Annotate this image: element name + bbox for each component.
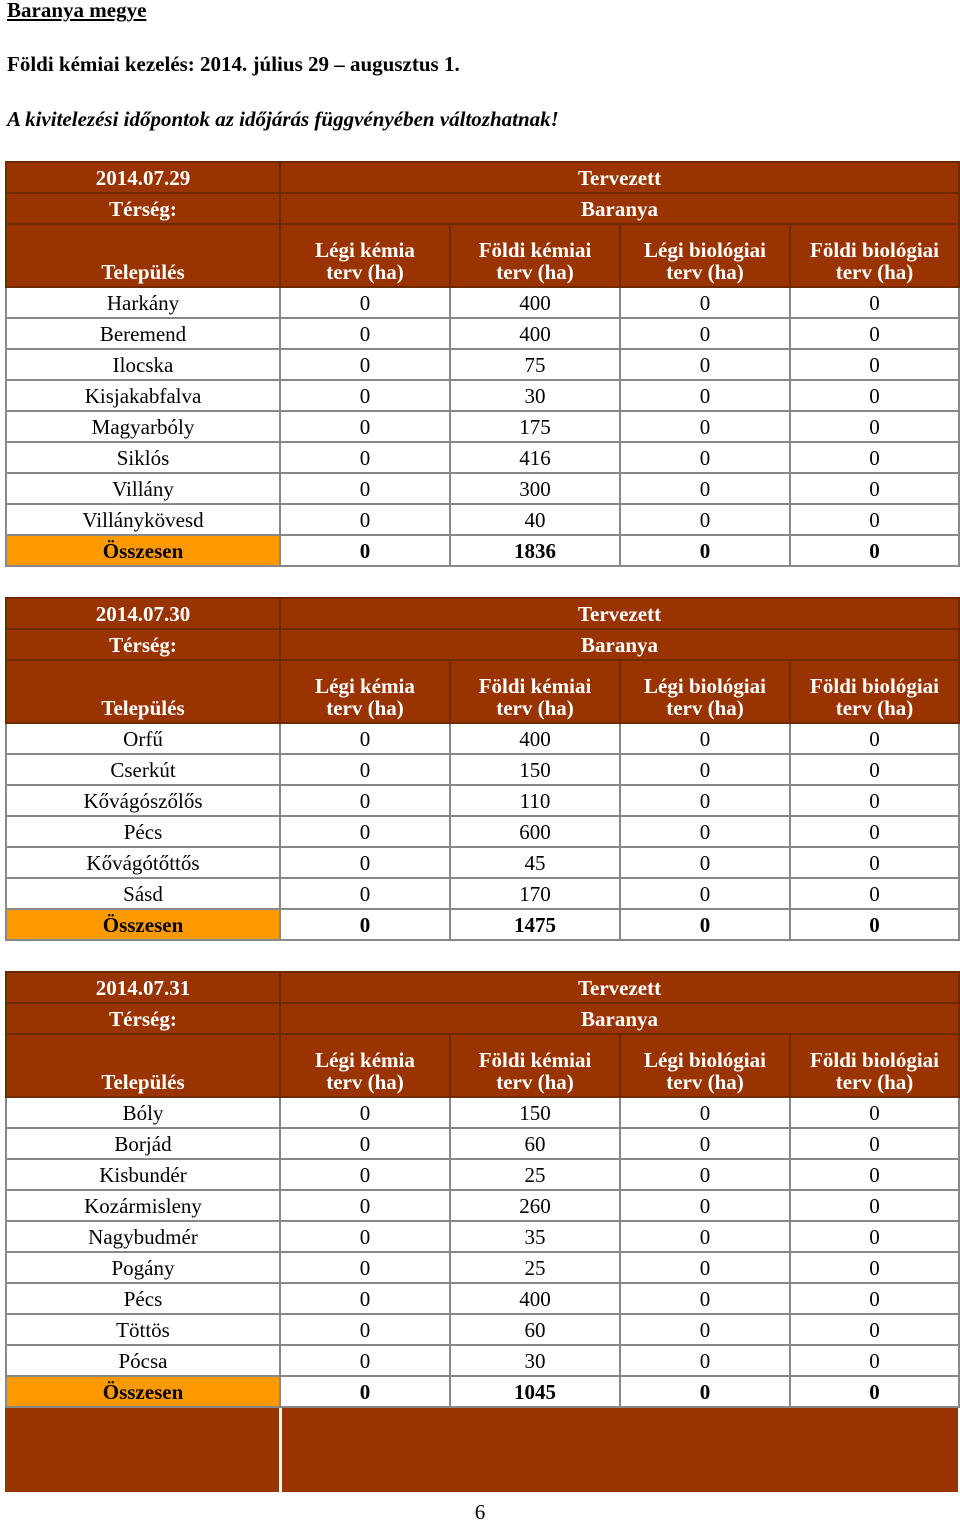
value-cell: 0 [620,349,790,380]
table-row [6,785,959,816]
value-cell: 175 [450,411,620,442]
settlement-name: Magyarbóly [6,411,280,442]
settlement-name: Sásd [6,878,280,909]
value-cell: 60 [450,1128,620,1159]
settlement-name: Pócsa [6,1345,280,1376]
total-value: 0 [280,1376,450,1407]
value-cell: 0 [280,349,450,380]
value-cell: 0 [280,1159,450,1190]
value-cell: 400 [450,287,620,318]
region-value: Baranya [280,629,959,660]
table-row [6,1252,959,1283]
value-cell: 0 [790,287,959,318]
value-cell: 0 [790,1128,959,1159]
value-cell: 0 [280,442,450,473]
value-cell: 0 [620,442,790,473]
planned-header: Tervezett [280,162,959,193]
value-cell: 0 [280,1252,450,1283]
table-row [6,754,959,785]
value-cell: 600 [450,816,620,847]
settlement-name: Villánykövesd [6,504,280,535]
settlement-header: Település [6,1034,280,1097]
column-header-line1: Földi biológiai [810,1048,939,1072]
value-cell: 0 [790,1345,959,1376]
settlement-name: Nagybudmér [6,1221,280,1252]
table-row [6,1345,959,1376]
settlement-name: Kővágótőttős [6,847,280,878]
value-cell: 0 [620,318,790,349]
table-row [6,442,959,473]
value-cell: 0 [790,1159,959,1190]
total-value: 0 [620,1376,790,1407]
table-row [6,723,959,754]
settlement-name: Cserkút [6,754,280,785]
value-cell: 45 [450,847,620,878]
column-header-3 [620,660,790,723]
column-header-line1: Légi biológiai [644,1048,766,1072]
value-cell: 0 [280,1190,450,1221]
total-value: 1475 [450,909,620,940]
value-cell: 0 [280,1283,450,1314]
table-row [6,411,959,442]
table-row [6,816,959,847]
settlement-name: Bóly [6,1097,280,1128]
table-row [6,380,959,411]
value-cell: 0 [790,1283,959,1314]
value-cell: 0 [790,1097,959,1128]
value-cell: 0 [620,785,790,816]
schedule-table-2 [5,597,960,941]
value-cell: 0 [790,411,959,442]
total-value: 0 [790,535,959,566]
value-cell: 0 [280,878,450,909]
table-row [6,847,959,878]
column-header-line2: terv (ha) [666,260,744,284]
value-cell: 0 [790,785,959,816]
value-cell: 0 [790,349,959,380]
page-number: 6 [474,1500,486,1524]
value-cell: 0 [280,847,450,878]
column-header-4 [790,660,959,723]
value-cell: 0 [790,473,959,504]
table-row [6,473,959,504]
value-cell: 0 [620,411,790,442]
value-cell: 25 [450,1252,620,1283]
table-row [6,1283,959,1314]
total-value: 0 [620,909,790,940]
column-header-line1: Légi kémia [315,1048,415,1072]
total-value: 1045 [450,1376,620,1407]
value-cell: 0 [280,785,450,816]
column-header-line2: terv (ha) [835,1070,914,1094]
value-cell: 0 [280,1221,450,1252]
settlement-name: Kővágószőlős [6,785,280,816]
value-cell: 0 [790,1190,959,1221]
value-cell: 0 [280,1128,450,1159]
region-label: Térség: [6,1003,280,1034]
value-cell: 0 [620,473,790,504]
page-title: Baranya megye [7,0,147,22]
table-row [6,318,959,349]
value-cell: 0 [280,411,450,442]
total-row [6,1376,959,1407]
column-header-4 [790,1034,959,1097]
column-header-2 [450,1034,620,1097]
value-cell: 0 [280,816,450,847]
region-label: Térség: [6,193,280,224]
settlement-name: Pécs [6,816,280,847]
settlement-name: Harkány [6,287,280,318]
settlement-header: Település [6,224,280,287]
value-cell: 0 [620,1345,790,1376]
value-cell: 0 [790,723,959,754]
table-row [6,878,959,909]
subtitle: Földi kémiai kezelés: 2014. július 29 – augusztus 1. [7,52,460,76]
settlement-name: Kozármisleny [6,1190,280,1221]
note: A kivitelezési időpontok az időjárás függvényében változhatnak! [7,107,559,131]
value-cell: 0 [790,878,959,909]
value-cell: 170 [450,878,620,909]
total-value: 0 [790,909,959,940]
value-cell: 0 [280,754,450,785]
total-label: Összesen [6,909,280,940]
value-cell: 0 [790,1314,959,1345]
value-cell: 0 [280,380,450,411]
column-header-line1: Légi biológiai [644,674,766,698]
total-label: Összesen [6,535,280,566]
table-row [6,1097,959,1128]
region-value: Baranya [280,193,959,224]
column-header-line2: terv (ha) [326,696,404,720]
value-cell: 0 [280,287,450,318]
settlement-name: Villány [6,473,280,504]
table-row [6,1221,959,1252]
settlement-name: Borjád [6,1128,280,1159]
value-cell: 0 [620,847,790,878]
value-cell: 0 [620,1252,790,1283]
total-label: Összesen [6,1376,280,1407]
value-cell: 0 [790,847,959,878]
column-header-line2: terv (ha) [496,1070,574,1094]
column-header-1 [280,224,450,287]
value-cell: 25 [450,1159,620,1190]
settlement-name: Kisbundér [6,1159,280,1190]
value-cell: 300 [450,473,620,504]
value-cell: 0 [280,1314,450,1345]
value-cell: 0 [790,816,959,847]
value-cell: 0 [280,318,450,349]
total-value: 0 [790,1376,959,1407]
schedule-table-3 [5,971,960,1408]
date-cell: 2014.07.29 [6,162,280,193]
value-cell: 0 [280,504,450,535]
total-value: 1836 [450,535,620,566]
settlement-name: Siklós [6,442,280,473]
value-cell: 40 [450,504,620,535]
column-header-line2: terv (ha) [496,696,574,720]
value-cell: 416 [450,442,620,473]
value-cell: 0 [620,380,790,411]
total-row [6,909,959,940]
column-header-line1: Légi biológiai [644,238,766,262]
value-cell: 0 [790,754,959,785]
settlement-name: Ilocska [6,349,280,380]
value-cell: 400 [450,723,620,754]
value-cell: 0 [620,1190,790,1221]
settlement-name: Pécs [6,1283,280,1314]
value-cell: 0 [620,1283,790,1314]
total-value: 0 [620,535,790,566]
value-cell: 0 [620,878,790,909]
value-cell: 0 [280,1097,450,1128]
settlement-name: Pogány [6,1252,280,1283]
column-header-line2: terv (ha) [835,260,914,284]
column-header-line1: Légi kémia [315,674,415,698]
value-cell: 0 [790,380,959,411]
column-header-4 [790,224,959,287]
value-cell: 0 [280,473,450,504]
value-cell: 150 [450,754,620,785]
column-header-3 [620,224,790,287]
column-header-3 [620,1034,790,1097]
value-cell: 0 [620,1159,790,1190]
value-cell: 0 [620,1221,790,1252]
value-cell: 0 [790,318,959,349]
value-cell: 110 [450,785,620,816]
column-header-line2: terv (ha) [326,1070,404,1094]
date-cell: 2014.07.31 [6,972,280,1003]
empty-header-block [5,1408,958,1492]
settlement-name: Töttös [6,1314,280,1345]
column-header-line2: terv (ha) [835,696,914,720]
total-row [6,535,959,566]
value-cell: 75 [450,349,620,380]
column-header-line2: terv (ha) [496,260,574,284]
value-cell: 260 [450,1190,620,1221]
table-row [6,1159,959,1190]
total-value: 0 [280,535,450,566]
column-header-1 [280,660,450,723]
value-cell: 0 [620,504,790,535]
column-header-2 [450,224,620,287]
value-cell: 0 [790,504,959,535]
value-cell: 0 [620,723,790,754]
settlement-name: Kisjakabfalva [6,380,280,411]
settlement-header: Település [6,660,280,723]
value-cell: 400 [450,318,620,349]
column-header-line1: Légi kémia [315,238,415,262]
column-header-line1: Földi biológiai [810,238,939,262]
value-cell: 35 [450,1221,620,1252]
settlement-name: Beremend [6,318,280,349]
value-cell: 60 [450,1314,620,1345]
total-value: 0 [280,909,450,940]
table-row [6,1128,959,1159]
value-cell: 0 [790,1221,959,1252]
value-cell: 150 [450,1097,620,1128]
value-cell: 0 [620,1128,790,1159]
value-cell: 0 [790,442,959,473]
table-row [6,504,959,535]
table-row [6,349,959,380]
planned-header: Tervezett [280,972,959,1003]
table-row [6,1190,959,1221]
value-cell: 0 [620,1097,790,1128]
planned-header: Tervezett [280,598,959,629]
value-cell: 0 [280,723,450,754]
column-header-line1: Földi biológiai [810,674,939,698]
region-value: Baranya [280,1003,959,1034]
value-cell: 0 [280,1345,450,1376]
column-header-line1: Földi kémiai [478,238,592,262]
value-cell: 400 [450,1283,620,1314]
column-header-line2: terv (ha) [666,696,744,720]
value-cell: 0 [620,287,790,318]
column-header-line1: Földi kémiai [478,1048,592,1072]
settlement-name: Orfű [6,723,280,754]
column-header-2 [450,660,620,723]
schedule-table-1 [5,161,960,567]
column-header-line2: terv (ha) [666,1070,744,1094]
region-label: Térség: [6,629,280,660]
column-header-line2: terv (ha) [326,260,404,284]
table-row [6,1314,959,1345]
column-header-1 [280,1034,450,1097]
value-cell: 0 [620,754,790,785]
table-row [6,287,959,318]
value-cell: 30 [450,380,620,411]
date-cell: 2014.07.30 [6,598,280,629]
value-cell: 0 [620,1314,790,1345]
column-header-line1: Földi kémiai [478,674,592,698]
value-cell: 0 [620,816,790,847]
value-cell: 0 [790,1252,959,1283]
value-cell: 30 [450,1345,620,1376]
